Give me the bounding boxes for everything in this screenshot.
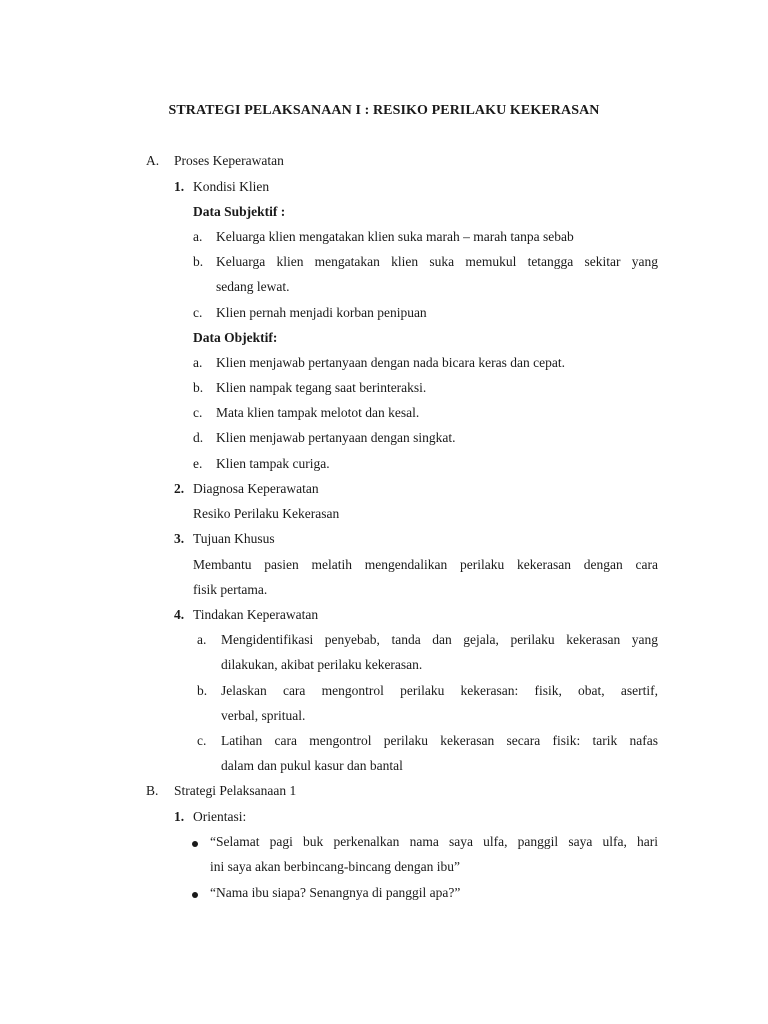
tindakan-a-text-cont: dilakukan, akibat perilaku kekerasan. — [221, 657, 423, 672]
tindakan-b-text: Jelaskan cara mengontrol perilaku kekerasan: fisik, obat, asertif, — [221, 683, 658, 698]
bullet-1-text: “Selamat pagi buk perkenalkan nama saya ulfa, panggil saya ulfa, hari — [210, 834, 658, 849]
data-objektif-title: Data Objektif: — [193, 330, 278, 345]
objektif-a-letter: a. — [193, 355, 203, 370]
item-1-number: 1. — [174, 179, 185, 194]
orientasi-heading: Orientasi: — [193, 809, 247, 824]
item-2-number: 2. — [174, 481, 185, 496]
item-2-heading: Diagnosa Keperawatan — [193, 481, 319, 496]
tindakan-b-letter: b. — [197, 683, 208, 698]
objektif-d-letter: d. — [193, 430, 204, 445]
bullet-1-marker — [192, 841, 198, 847]
item-3-text: Membantu pasien melatih mengendalikan perilaku kekerasan dengan cara — [193, 557, 658, 572]
tindakan-b-text-cont: verbal, spritual. — [221, 708, 306, 723]
subjektif-a-text: Keluarga klien mengatakan klien suka marah – marah tanpa sebab — [216, 229, 574, 244]
document-title: STRATEGI PELAKSANAAN I : RESIKO PERILAKU KEKERASAN — [168, 103, 600, 118]
item-3-text-cont: fisik pertama. — [193, 582, 268, 597]
subjektif-c-letter: c. — [193, 305, 203, 320]
item-3-number: 3. — [174, 531, 185, 546]
tindakan-a-letter: a. — [197, 632, 207, 647]
subjektif-c-text: Klien pernah menjadi korban penipuan — [216, 305, 427, 320]
objektif-d-text: Klien menjawab pertanyaan dengan singkat. — [216, 430, 456, 445]
objektif-a-text: Klien menjawab pertanyaan dengan nada bicara keras dan cepat. — [216, 355, 565, 370]
objektif-b-letter: b. — [193, 380, 204, 395]
subjektif-b-text-cont: sedang lewat. — [216, 279, 290, 294]
tindakan-c-letter: c. — [197, 733, 207, 748]
objektif-e-letter: e. — [193, 456, 203, 471]
bullet-2-marker — [192, 892, 198, 898]
objektif-c-letter: c. — [193, 405, 203, 420]
tindakan-c-text: Latihan cara mengontrol perilaku kekerasan secara fisik: tarik nafas — [221, 733, 658, 748]
item-4-heading: Tindakan Keperawatan — [193, 607, 319, 622]
section-b-heading: Strategi Pelaksanaan 1 — [174, 783, 297, 798]
item-1-heading: Kondisi Klien — [193, 179, 270, 194]
item-3-heading: Tujuan Khusus — [193, 531, 275, 546]
subjektif-b-letter: b. — [193, 254, 204, 269]
item-2-text: Resiko Perilaku Kekerasan — [193, 506, 340, 521]
objektif-e-text: Klien tampak curiga. — [216, 456, 330, 471]
objektif-c-text: Mata klien tampak melotot dan kesal. — [216, 405, 420, 420]
subjektif-b-text: Keluarga klien mengatakan klien suka memukul tetangga sekitar yang — [216, 254, 658, 269]
section-b-label: B. — [146, 783, 159, 798]
section-a-label: A. — [146, 153, 160, 168]
section-a-heading: Proses Keperawatan — [174, 153, 284, 168]
tindakan-a-text: Mengidentifikasi penyebab, tanda dan gejala, perilaku kekerasan yang — [221, 632, 658, 647]
orientasi-number: 1. — [174, 809, 185, 824]
subjektif-a-letter: a. — [193, 229, 203, 244]
objektif-b-text: Klien nampak tegang saat berinteraksi. — [216, 380, 427, 395]
item-4-number: 4. — [174, 607, 185, 622]
tindakan-c-text-cont: dalam dan pukul kasur dan bantal — [221, 758, 403, 773]
data-subjektif-title: Data Subjektif : — [193, 204, 286, 219]
bullet-2-text: “Nama ibu siapa? Senangnya di panggil apa?” — [210, 885, 461, 900]
bullet-1-text-cont: ini saya akan berbincang-bincang dengan ibu” — [210, 859, 461, 874]
